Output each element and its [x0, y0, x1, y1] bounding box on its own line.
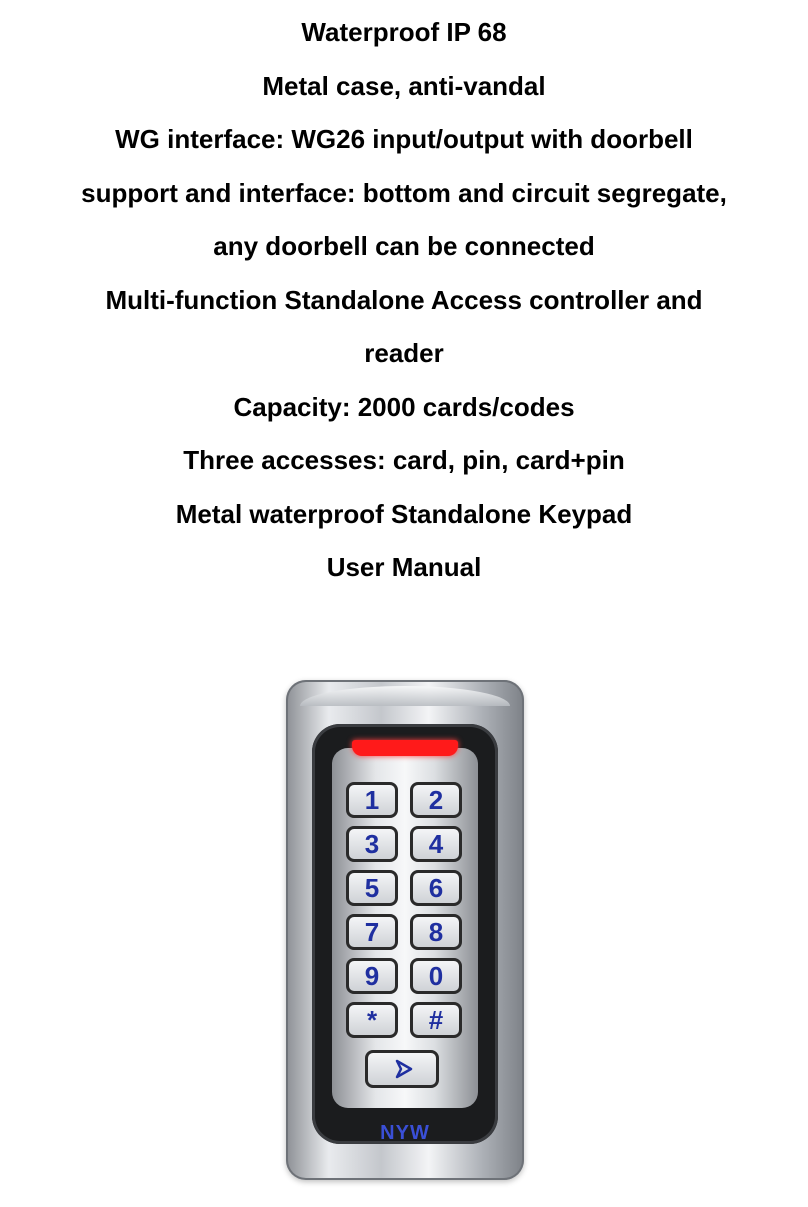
keypad-device-image: [286, 680, 524, 1180]
heading-line-1: Waterproof IP 68: [301, 17, 507, 47]
doorbell-key: [365, 1050, 439, 1088]
key-6: 6: [410, 870, 462, 906]
heading-line-4: support and interface: bottom and circuit segregate,: [81, 177, 727, 208]
heading-line-11: User Manual: [326, 552, 482, 582]
keypad-plate: [332, 748, 478, 1108]
key-8: 8: [410, 914, 462, 950]
key-4: 4: [410, 826, 462, 862]
heading-line-2: Metal case, anti-vandal: [262, 70, 546, 101]
heading-line-8: Capacity: 2000 cards/codes: [233, 391, 575, 422]
device-top-bevel: [300, 686, 510, 706]
device-bezel: [312, 724, 498, 1144]
heading-line-3: WG interface: WG26 input/output with doorbell: [115, 124, 693, 154]
key-9: 9: [346, 958, 398, 994]
doorbell-icon: [394, 1059, 414, 1079]
heading-line-9: Three accesses: card, pin, card+pin: [183, 445, 625, 475]
heading-line-10: Metal waterproof Standalone Keypad: [175, 498, 633, 529]
key-3: 3: [346, 826, 398, 862]
key-star: *: [346, 1002, 398, 1038]
key-0: 0: [410, 958, 462, 994]
heading-line-5: any doorbell can be connected: [213, 231, 595, 261]
heading-line-7: reader: [364, 338, 444, 368]
key-2: 2: [410, 782, 462, 818]
status-led: [352, 740, 458, 756]
key-7: 7: [346, 914, 398, 950]
heading-line-6: Multi-function Standalone Access controller and: [105, 284, 703, 315]
key-hash: #: [410, 1002, 462, 1038]
brand-logo: NYW: [380, 1122, 430, 1144]
document-text: [0, 6, 808, 595]
key-1: 1: [346, 782, 398, 818]
key-5: 5: [346, 870, 398, 906]
